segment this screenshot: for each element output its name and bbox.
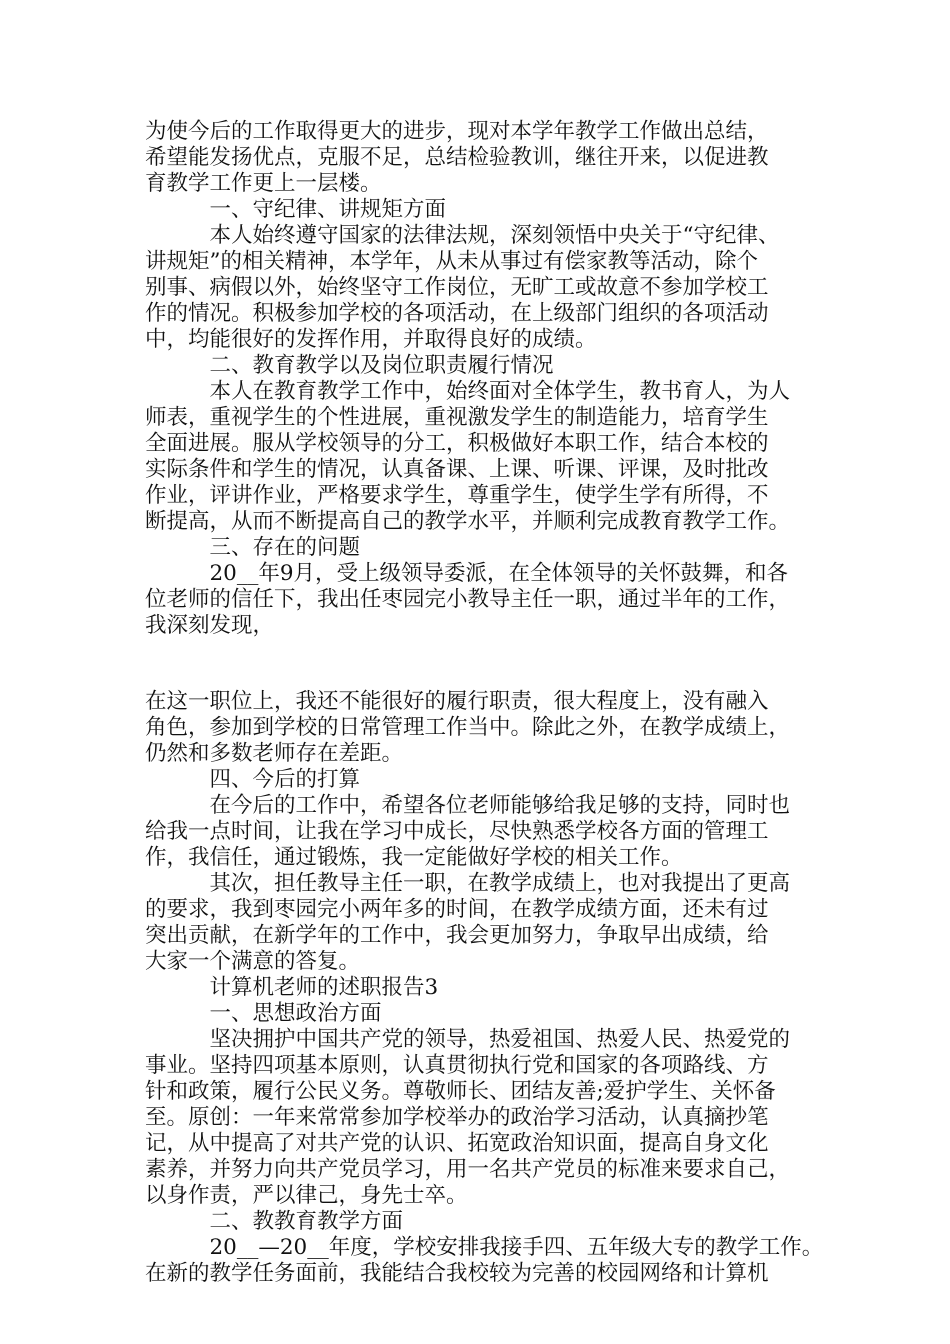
text-line: 我深刻发现， [145, 613, 275, 638]
text-line: 20__—20__年度，学校安排我接手四、五年级大专的教学工作。 [145, 1235, 824, 1260]
text-line: 中，均能很好的发挥作用，并取得良好的成绩。 [145, 327, 597, 352]
text-line: 仍然和多数老师存在差距。 [145, 741, 404, 766]
text-line: 以身作责，严以律己，身先士卒。 [145, 1183, 468, 1208]
text-line: 为使今后的工作取得更大的进步，现对本学年教学工作做出总结， [145, 119, 769, 144]
text-line: 事业。坚持四项基本原则，认真贯彻执行党和国家的各项路线、方 [145, 1053, 769, 1078]
text-line: 本人始终遵守国家的法律法规，深刻领悟中央关于“守纪律、 [145, 223, 780, 248]
section-heading: 二、教育教学以及岗位职责履行情况 [145, 353, 554, 378]
section-heading: 三、存在的问题 [145, 535, 361, 560]
report-title: 计算机老师的述职报告3 [145, 975, 439, 1000]
text-line: 希望能发扬优点，克服不足，总结检验教训，继往开来，以促进教 [145, 145, 769, 170]
section-heading: 二、教教育教学方面 [145, 1209, 404, 1234]
text-line: 的要求，我到枣园完小两年多的时间，在教学成绩方面，还未有过 [145, 897, 769, 922]
section-heading: 一、守纪律、讲规矩方面 [145, 197, 447, 222]
text-line: 断提高，从而不断提高自己的教学水平，并顺利完成教育教学工作。 [145, 509, 791, 534]
text-line: 讲规矩”的相关精神，本学年，从未从事过有偿家教等活动，除个 [145, 249, 758, 274]
text-line: 坚决拥护中国共产党的领导，热爱祖国、热爱人民、热爱党的 [145, 1027, 791, 1052]
text-line: 在新的教学任务面前，我能结合我校较为完善的校园网络和计算机 [145, 1261, 769, 1286]
text-line: 别事、病假以外，始终坚守工作岗位，无旷工或故意不参加学校工 [145, 275, 769, 300]
text-line: 突出贡献，在新学年的工作中，我会更加努力，争取早出成绩，给 [145, 923, 769, 948]
text-line: 师表，重视学生的个性进展，重视激发学生的制造能力，培育学生 [145, 405, 769, 430]
paragraph-gap [145, 639, 825, 689]
text-line: 其次，担任教导主任一职，在教学成绩上，也对我提出了更高 [145, 871, 791, 896]
section-heading: 一、思想政治方面 [145, 1001, 382, 1026]
text-line: 在这一职位上，我还不能很好的履行职责，很大程度上，没有融入 [145, 689, 769, 714]
text-line: 角色，参加到学校的日常管理工作当中。除此之外，在教学成绩上， [145, 715, 791, 740]
text-line: 作业，评讲作业，严格要求学生，尊重学生，使学生学有所得，不 [145, 483, 769, 508]
text-line: 给我一点时间，让我在学习中成长，尽快熟悉学校各方面的管理工 [145, 819, 769, 844]
text-line: 大家一个满意的答复。 [145, 949, 361, 974]
text-line: 20__年9月，受上级领导委派，在全体领导的关怀鼓舞，和各 [145, 561, 789, 586]
text-line: 位老师的信任下，我出任枣园完小教导主任一职，通过半年的工作， [145, 587, 791, 612]
text-line: 至。原创：一年来常常参加学校举办的政治学习活动，认真摘抄笔 [145, 1105, 769, 1130]
text-line: 作的情况。积极参加学校的各项活动，在上级部门组织的各项活动 [145, 301, 769, 326]
text-line: 育教学工作更上一层楼。 [145, 171, 382, 196]
text-line: 全面进展。服从学校领导的分工，积极做好本职工作，结合本校的 [145, 431, 769, 456]
text-line: 本人在教育教学工作中，始终面对全体学生，教书育人，为人 [145, 379, 791, 404]
text-line: 作，我信任，通过锻炼，我一定能做好学校的相关工作。 [145, 845, 683, 870]
document-body [145, 119, 825, 1287]
text-line: 素养，并努力向共产党员学习，用一名共产党员的标准来要求自己， [145, 1157, 791, 1182]
text-line: 在今后的工作中，希望各位老师能够给我足够的支持，同时也 [145, 793, 791, 818]
text-line: 记，从中提高了对共产党的认识、拓宽政治知识面，提高自身文化 [145, 1131, 769, 1156]
text-line: 实际条件和学生的情况，认真备课、上课、听课、评课，及时批改 [145, 457, 769, 482]
text-line: 针和政策，履行公民义务。尊敬师长、团结友善;爱护学生、关怀备 [145, 1079, 776, 1104]
section-heading: 四、今后的打算 [145, 767, 361, 792]
